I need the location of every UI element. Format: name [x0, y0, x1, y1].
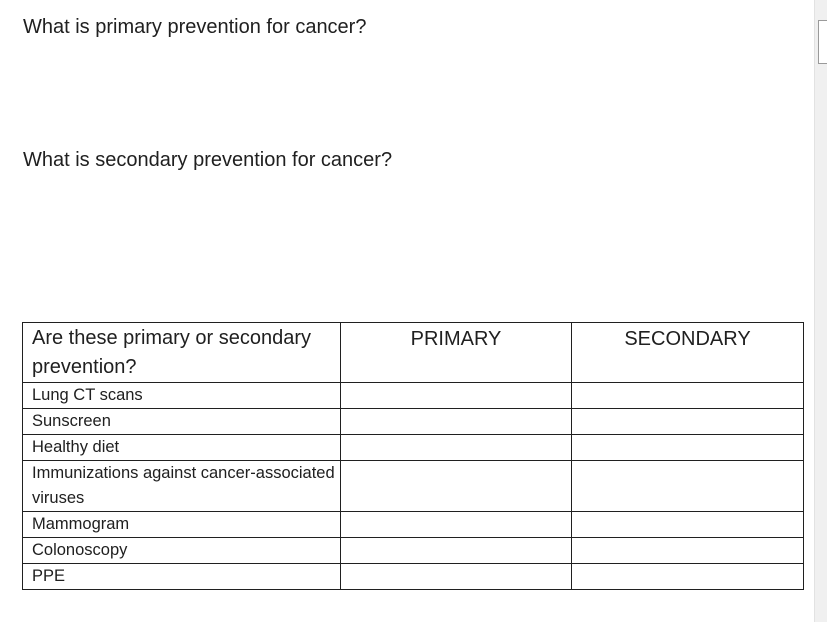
primary-answer-cell[interactable]: [341, 435, 572, 461]
secondary-answer-cell[interactable]: [572, 538, 804, 564]
row-label-healthy-diet: Healthy diet: [23, 435, 341, 461]
table-row: [23, 564, 804, 590]
secondary-answer-cell[interactable]: [572, 383, 804, 409]
secondary-answer-cell[interactable]: [572, 435, 804, 461]
table-row: [23, 538, 804, 564]
table-row: [23, 435, 804, 461]
table-row: [23, 512, 804, 538]
table-prompt: Are these primary or secondary prevention?: [23, 323, 341, 383]
column-header-secondary: SECONDARY: [572, 323, 804, 383]
prevention-sort-table: [22, 322, 804, 590]
secondary-answer-cell[interactable]: [572, 409, 804, 435]
page-margin-marker: [818, 20, 827, 64]
primary-answer-cell[interactable]: [341, 512, 572, 538]
row-label-sunscreen: Sunscreen: [23, 409, 341, 435]
secondary-answer-cell[interactable]: [572, 461, 804, 512]
vertical-scrollbar[interactable]: [814, 0, 827, 622]
secondary-answer-cell[interactable]: [572, 512, 804, 538]
question-secondary-prevention: What is secondary prevention for cancer?: [23, 149, 393, 171]
table-row: [23, 409, 804, 435]
row-label-immunizations: Immunizations against cancer-associated viruses: [23, 461, 341, 512]
primary-answer-cell[interactable]: [341, 538, 572, 564]
primary-answer-cell[interactable]: [341, 564, 572, 590]
row-label-mammogram: Mammogram: [23, 512, 341, 538]
table-header-row: [23, 323, 804, 383]
row-label-colonoscopy: Colonoscopy: [23, 538, 341, 564]
question-primary-prevention: What is primary prevention for cancer?: [23, 16, 367, 38]
column-header-primary: PRIMARY: [341, 323, 572, 383]
primary-answer-cell[interactable]: [341, 383, 572, 409]
secondary-answer-cell[interactable]: [572, 564, 804, 590]
table-row: [23, 383, 804, 409]
row-label-lung-ct-scans: Lung CT scans: [23, 383, 341, 409]
primary-answer-cell[interactable]: [341, 409, 572, 435]
table-row: [23, 461, 804, 512]
row-label-ppe: PPE: [23, 564, 341, 590]
primary-answer-cell[interactable]: [341, 461, 572, 512]
